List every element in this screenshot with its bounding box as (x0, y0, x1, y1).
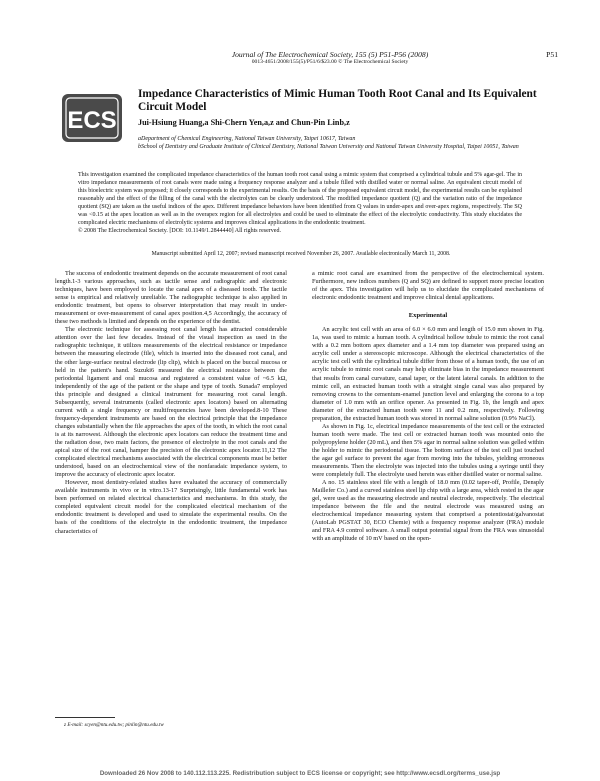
intro-paragraph-1: The success of endodontic treatment depends on the accurate measurement of root canal length.1-3 various approaches, such as tactile sense and radiographic and electronic techniques, have been employed to locate the canal apex of a diseased tooth. The tactile sense is empirical and relatively unreliable. The radiographic technique is also applied in endodontic treatment, but opens to observer interpretation that may result in under-measurement or over-measurement of canal apex position.4,5 Accordingly, the accuracy of these two methods is limited and depends on the experience of the dentist. (55, 270, 287, 326)
intro-continued: a mimic root canal are examined from the perspective of the electrochemical system. Furthermore, new indices numbers (Q and SQ) are defined to support more precise location of the apex. This investigation will help us to elucidate the complicated mechanisms of electronic endodontic treatment and improve clinical dental applications. (312, 270, 544, 302)
issn-line: 0013-4651/2008/155(5)/P51/6/$23.00 © The Electrochemical Society (251, 59, 409, 65)
copyright-line: © 2008 The Electrochemical Society. [DOI: 10.1149/1.2844440] All rights reserved. (78, 228, 281, 235)
download-notice: Downloaded 26 Nov 2008 to 140.112.113.225. Redistribution subject to ECS license or copyright; see http://www.ecsdl.org/terms_use.jsp (99, 770, 501, 777)
page-number: P51 (546, 50, 558, 59)
section-heading-experimental: Experimental (408, 312, 448, 320)
abstract (78, 171, 522, 235)
affiliations (138, 135, 538, 151)
logo-text: ECS (67, 107, 117, 134)
intro-paragraph-2: The electronic technique for assessing root canal length has attracted considerable attention over the last few decades. Instead of the visual inspection as used in the radiographic technique, it utilizes measurements of the electrical resistance or impedance between the measuring electrode (file), which is inserted into the diseased root canal, and the other large-surface neutral electrode (lip clip), which is placed on the buccal mucosa or held in the patient's hand. Suzuki6 measured the electrical resistance between the periodontal ligament and oral mucosa and registered a consistent value of ~6.5 kΩ, independently of the age of the patient or the shape and type of tooth. Sunada7 employed this principle and designed a clinical instrument for measuring root canal length. Subsequently, several instruments (called electronic apex locators) based on alternating current with a single frequency or multifrequencies have been developed.8-10 These frequency-dependent instruments are based on the electrical principle that the impedance changes substantially when the file approaches the apex of the tooth, in which the root canal is at its narrowest. Although the electronic apex locators can reduce the treatment time and the radiation dose, two main factors, the presence of electrolyte in the root canals and the apical size of the root canal, hamper the precision of the electronic apex locator.11,12 The complicated electrical mechanisms associated with the electrical components must be better understood, based on an electrochemical view of the nonfaradaic impedance system, to improve the accuracy of electronic apex locator. (55, 326, 287, 479)
ecs-logo-icon (60, 88, 124, 148)
intro-paragraph-3: However, most dentistry-related studies have evaluated the accuracy of commercially available instruments in vivo or in vitro.13-17 Surprisingly, little fundamental work has been performed on related electrical characteristics and mechanisms. In this study, the completed equivalent circuit model for the complicated electrical mechanism of the endodontic treatment is developed and used to simulate the experimental results. On the basis of the conditions of the electrolyte in the endodontic treatment, the impedance characteristics of (55, 479, 287, 535)
experimental-paragraph-2: As shown in Fig. 1c, electrical impedance measurements of the test cell or the extracted human tooth were made. The test cell or extracted human tooth was mounted onto the polypropylene holder (20 mL), and then 5% agar in normal saline solution was gelled within the holder to mimic the periodontal tissue. The bottom surface of the test cell just touched the agar gel surface to prevent the agar from moving into the tubules, yielding erroneous measurements. Then the electrolyte was injected into the tubules using a syringe until they were completely full. The electrolyte used herein was either distilled water or normal saline. (312, 422, 544, 479)
experimental-paragraph-1: An acrylic test cell with an area of 6.0 × 6.0 mm and length of 15.0 mm shown in Fig. 1a, was used to mimic a human tooth. A cylindrical hollow tubule to mimic the root canal with a 0.2 mm bottom apex diameter and a 1.4 mm top diameter was prepared using an acrylic cell under a stereoscopic microscope. Although the electrical characteristics of the acrylic test cell with the cylindrical tubule differ from those of a human tooth, the use of an acrylic tubule to mimic root canals may help eliminate bias in the impedance measurement that results from canal curvature, canal taper, or the latent lateral canals. In addition to the mimic cell, an extracted human tooth with a straight single canal was also prepared by removing crowns to the cementum-enamel junction level and enlarging the corona to a top diameter of 1.0 mm with an orifice opener. As presented in Fig. 1b, the length and apex diameter of the extracted human tooth were 11 and 0.2 mm, respectively. Following preparation, the extracted human tooth was stored in normal saline solution (0.9% NaCl). (312, 326, 544, 422)
author-list: Jui-Hsiung Huang,a Shi-Chern Yen,a,z and Chun-Pin Linb,z (138, 118, 350, 127)
affiliation-b: bSchool of Dentistry and Graduate Institute of Clinical Dentistry, National Taiwan University and National Taiwan University Hospital, Taipei 10051, Taiwan (138, 144, 519, 150)
right-column (312, 270, 544, 544)
abstract-text: This investigation examined the complicated impedance characteristics of the human tooth root canal using a mimic system that comprised a cylindrical tubule and 5% agar-gel. The in vitro impedance measurements of root canals were made using a frequency response analyzer and a tubule filled with distilled water or normal saline. An equivalent circuit model of this bioelectric system was proposed; it closely corresponds to the experimental results. On the basis of the proposed equivalent circuit model, the experimental results can be explained reasonably and the effect of the filling of the canal with the electrolytes can be clearly understood. The modified impedance quotient (Q) and the variation ratio of the impedance quotient (SQ) are taken as the useful indices of the apex. Different impedance behaviors have been identified from Q values in under-apex and over-apex regions, respectively. The SQ was <0.15 at the apex location as well as in the overapex region for all electrolytes and could be used to eliminate the effect of the electrolytic conductivity. This study elucidates the complicated electric mechanisms of electrolytic systems and improves clinical applications in the endodontic treatment. (78, 172, 522, 227)
ecs-logo (60, 88, 124, 148)
manuscript-dates: Manuscript submitted April 12, 2007; revised manuscript received November 26, 2007. Available electronically March 11, 2008. (151, 251, 451, 257)
paper-title: Impedance Characteristics of Mimic Human Tooth Root Canal and Its Equivalent Circuit Model (138, 88, 537, 113)
affiliation-a: aDepartment of Chemical Engineering, National Taiwan University, Taipei 10617, Taiwan (138, 136, 356, 142)
footnote-email: z E-mail: scyen@ntu.edu.tw; pinlin@ntu.edu.tw (64, 722, 164, 728)
experimental-paragraph-3: A no. 15 stainless steel file with a length of 18.0 mm (0.02 taper-off, Profile, Densply Maillefer Co.) and a curved stainless steel lip chip with a large area, which rested in the agar gel, were used as the measuring electrode and neutral electrode, respectively. The electrical impedance between the file and the neutral electrode was measured using an electrochemical impedance measuring system that comprised a potentiostat/galvanostat (AutoLab PGSTAT 30, ECO Chemie) with a frequency response analyzer (FRA) module and FRA 4.9 control software. A small output potential signal from the FRA was sinusoidal with an amplitude of 10 mV based on the open- (312, 479, 544, 543)
footnote-rule (55, 717, 115, 718)
left-column (55, 270, 287, 536)
journal-citation: Journal of The Electrochemical Society, 155 (5) P51-P56 (2008) (231, 50, 429, 59)
